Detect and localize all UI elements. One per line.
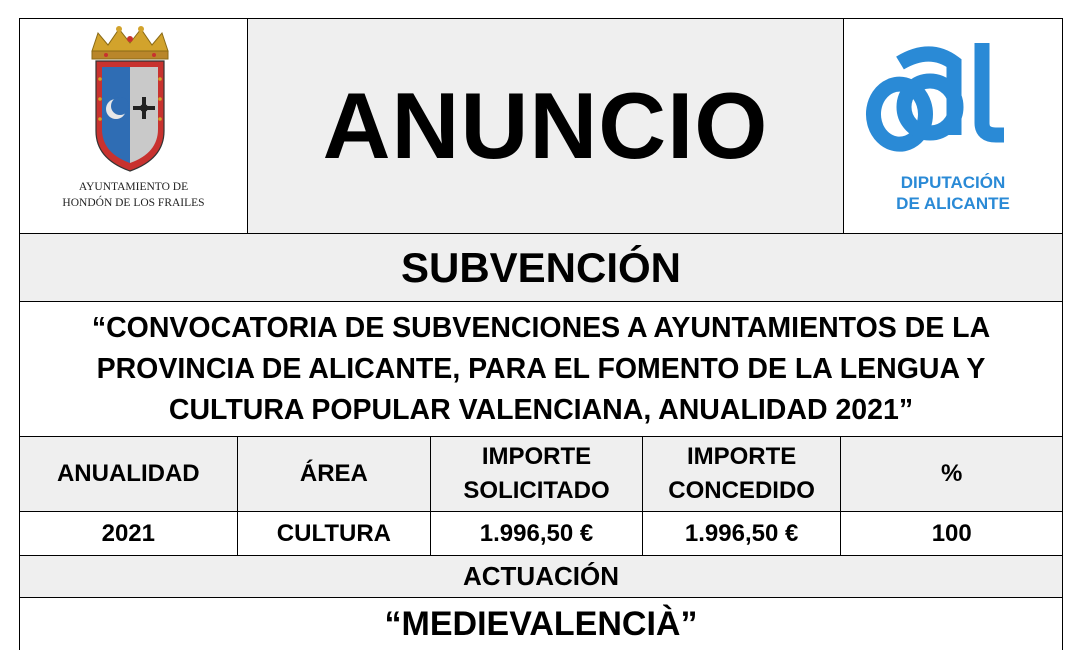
convocatoria-line1: “CONVOCATORIA DE SUBVENCIONES A AYUNTAMIENTOS DE LA <box>91 311 991 344</box>
header-importe-concedido-line2: CONCEDIDO <box>668 477 815 504</box>
cell-importe-solicitado: 1.996,50 € <box>431 512 643 555</box>
header-area <box>238 437 432 511</box>
header-importe-solicitado-line2: SOLICITADO <box>463 477 610 504</box>
header-anualidad <box>20 437 238 511</box>
header-importe-concedido <box>643 437 842 511</box>
cell-anualidad: 2021 <box>20 512 238 555</box>
subvencion-heading: SUBVENCIÓN <box>20 234 1062 302</box>
diputacion-name <box>844 172 1062 214</box>
diputacion-al-logo-icon <box>844 19 1062 169</box>
municipality-name <box>20 179 247 211</box>
convocatoria-title <box>20 302 1062 437</box>
header-importe-solicitado-line1: IMPORTE <box>481 443 592 470</box>
header-percent-label: % <box>941 460 963 487</box>
announcement-document <box>19 18 1063 650</box>
header-importe-concedido-line1: IMPORTE <box>686 443 797 470</box>
coat-of-arms-icon <box>20 19 248 179</box>
municipality-name-line1: AYUNTAMIENTO DE <box>78 181 189 193</box>
diputacion-name-line1: DIPUTACIÓN <box>900 173 1006 192</box>
header-row <box>20 19 1062 234</box>
header-importe-solicitado <box>431 437 643 511</box>
municipality-name-line2: HONDÓN DE LOS FRAILES <box>62 197 205 209</box>
cell-importe-concedido: 1.996,50 € <box>643 512 842 555</box>
actuacion-label: ACTUACIÓN <box>20 556 1062 598</box>
table-row <box>20 512 1062 556</box>
actuacion-value: “MEDIEVALENCIÀ” <box>20 598 1062 651</box>
table-header-row <box>20 437 1062 512</box>
header-percent <box>841 437 1062 511</box>
header-area-label: ÁREA <box>299 460 368 487</box>
diputacion-logo <box>844 19 1062 233</box>
header-anualidad-label: ANUALIDAD <box>56 460 200 487</box>
cell-area: CULTURA <box>238 512 432 555</box>
cell-percent: 100 <box>931 519 972 547</box>
title-cell <box>248 19 844 233</box>
municipality-logo <box>20 19 248 233</box>
convocatoria-line2: PROVINCIA DE ALICANTE, PARA EL FOMENTO DE LA LENGUA Y <box>96 352 986 385</box>
page-title: ANUNCIO <box>322 73 769 178</box>
convocatoria-line3: CULTURA POPULAR VALENCIANA, ANUALIDAD 2021” <box>168 393 914 426</box>
diputacion-name-line2: DE ALICANTE <box>896 194 1010 213</box>
